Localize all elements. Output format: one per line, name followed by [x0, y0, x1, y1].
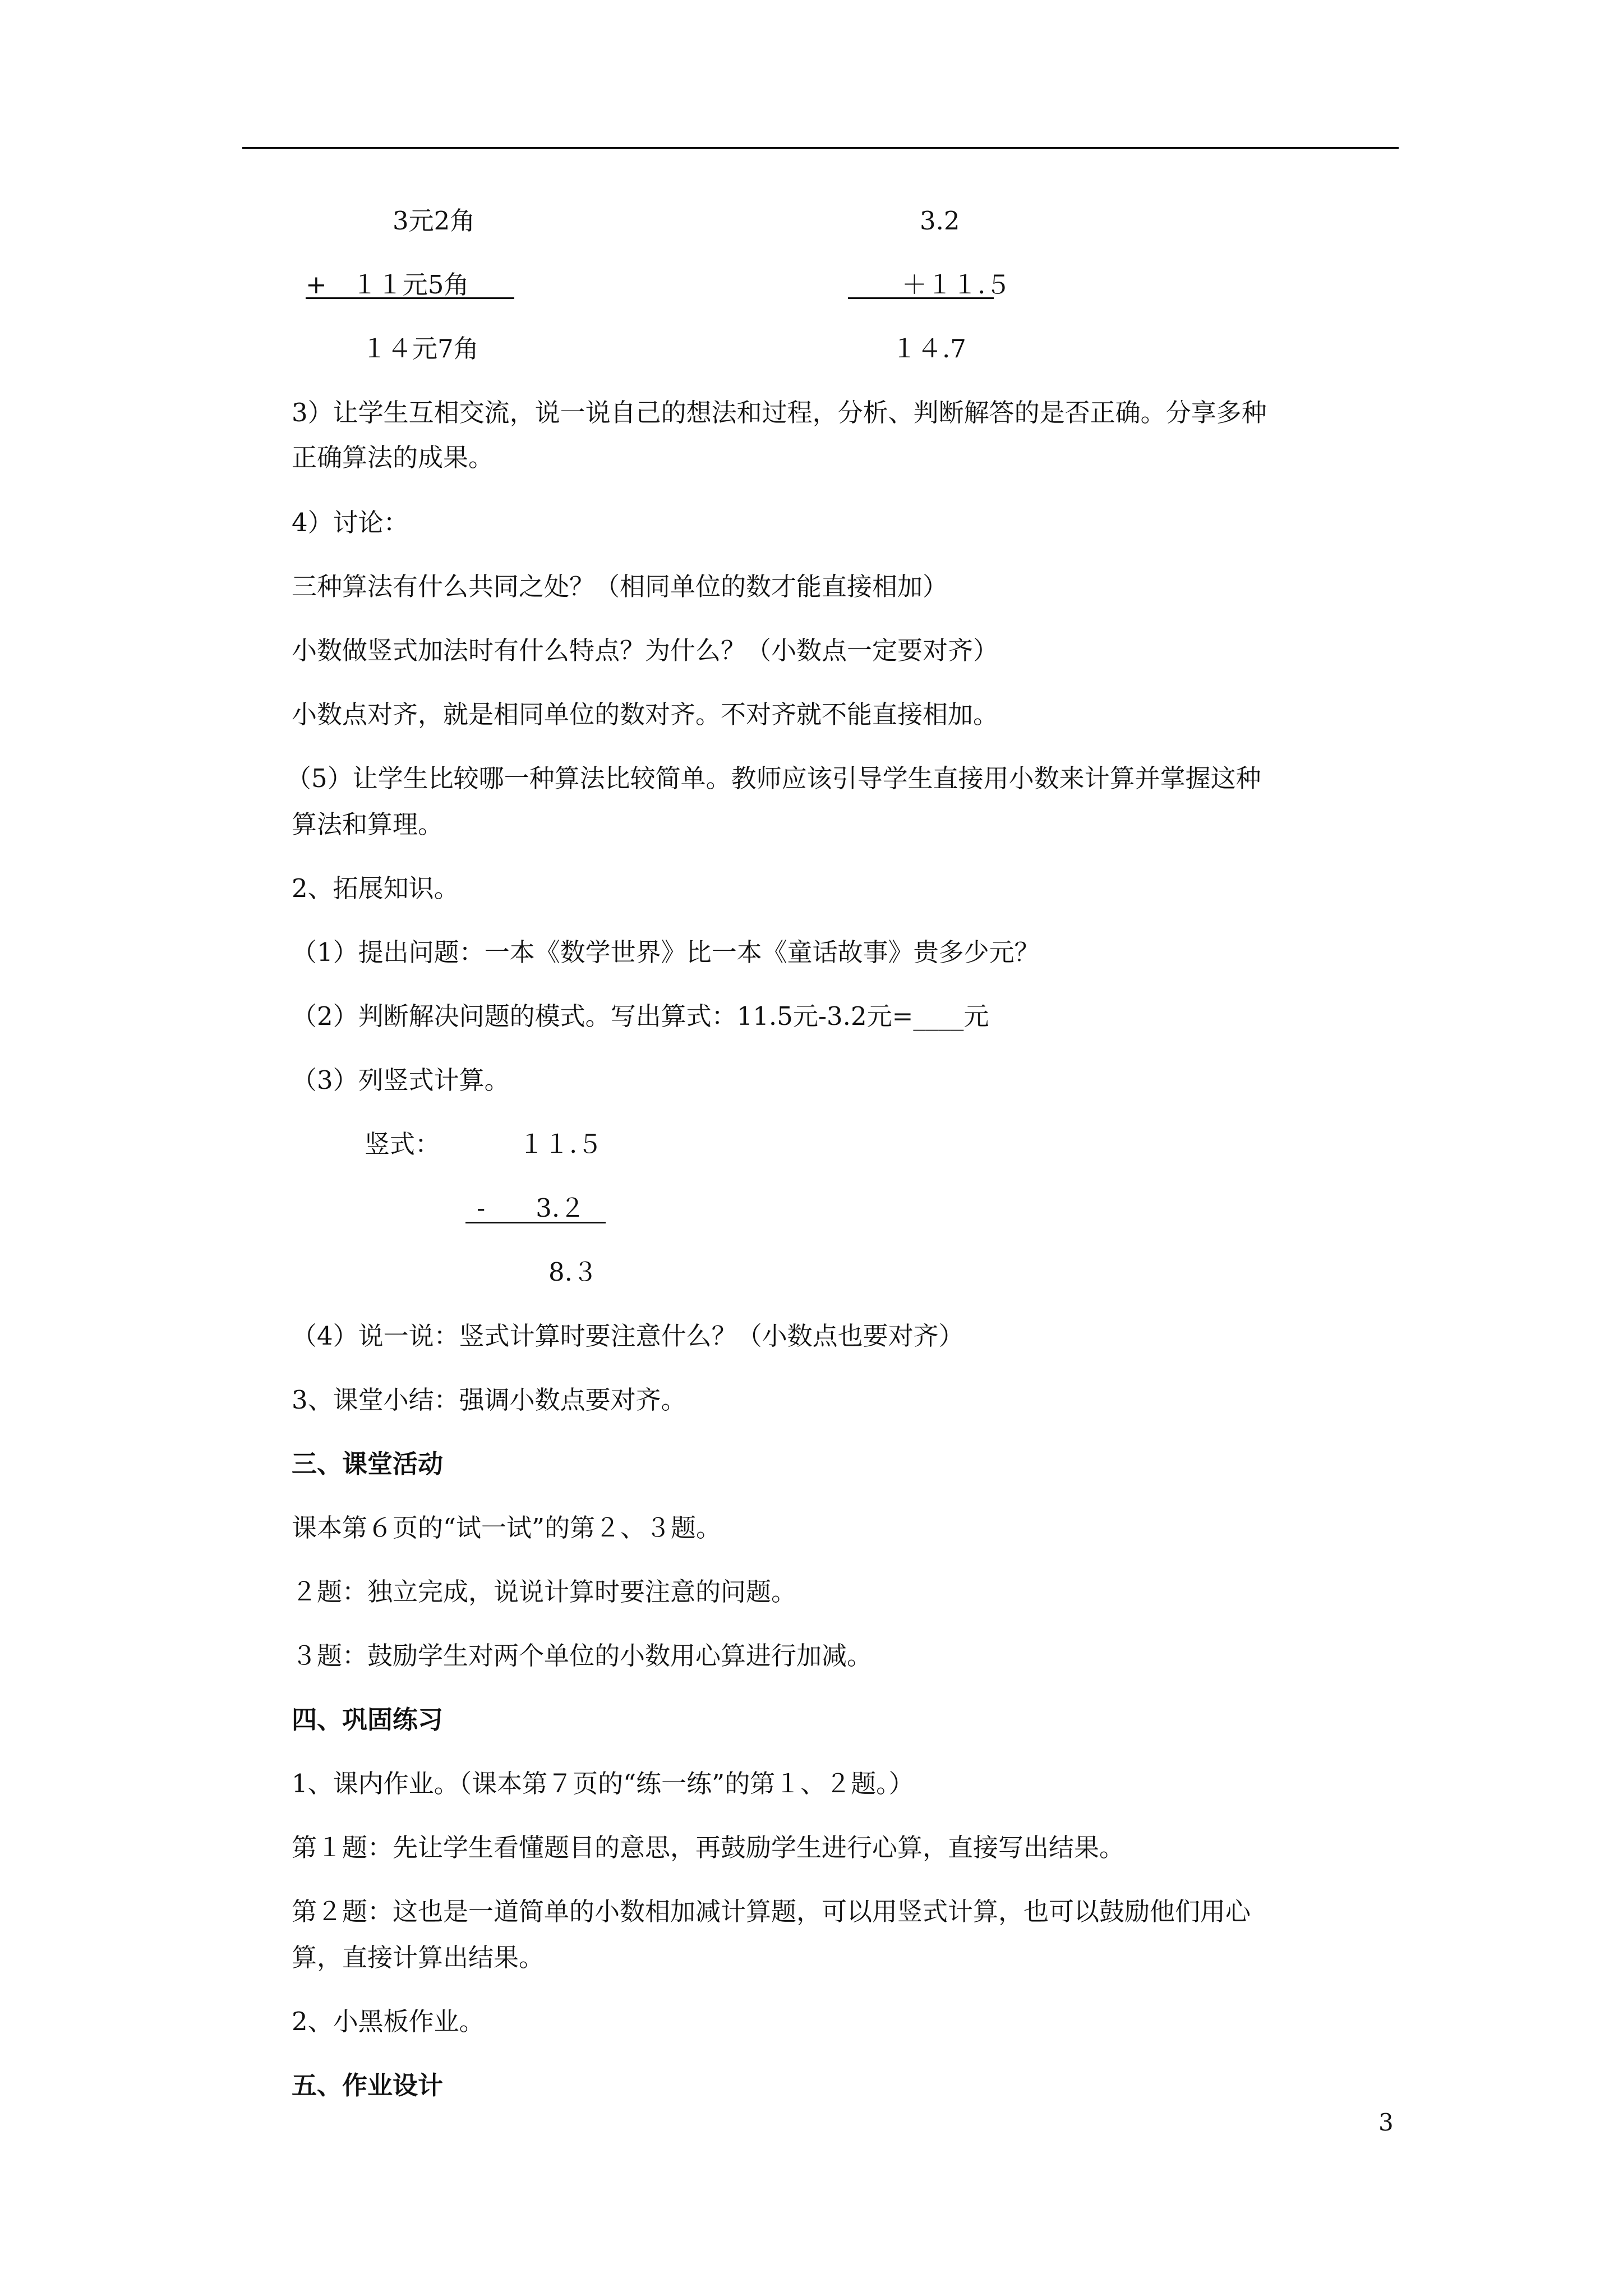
- practice-line-4: 2、小黑板作业。: [292, 2007, 485, 2036]
- section-2-item-2: [292, 1000, 989, 1033]
- addition-yuan-top: 3元2角: [393, 206, 476, 236]
- practice-line-2: 第１题：先让学生看懂题目的意思，再鼓励学生进行心算，直接写出结果。: [292, 1833, 1125, 1862]
- discussion-question-2: 小数做竖式加法时有什么特点？为什么？（小数点一定要对齐）: [292, 636, 999, 665]
- addition-yuan-underline: [306, 297, 514, 299]
- vertical-underline: [465, 1222, 606, 1223]
- heading-class-activity: 三、课堂活动: [292, 1449, 444, 1479]
- step5-line1: （5）让学生比较哪一种算法比较简单。教师应该引导学生直接用小数来计算并掌握这种: [286, 763, 1261, 793]
- addition-yuan-middle: + １１元5角: [306, 270, 469, 300]
- vertical-label: 竖式：: [365, 1129, 441, 1159]
- discussion-conclusion: 小数点对齐，就是相同单位的数对齐。不对齐就不能直接相加。: [292, 700, 999, 729]
- section-2-item-3: （3）列竖式计算。: [292, 1065, 510, 1095]
- practice-line-3a: 第２题：这也是一道简单的小数相加减计算题，可以用竖式计算，也可以鼓励他们用心: [292, 1897, 1251, 1926]
- section-2-item-1: （1）提出问题：一本《数学世界》比一本《童话故事》贵多少元？: [292, 937, 1040, 967]
- activity-line-2: ２题：独立完成，说说计算时要注意的问题。: [292, 1577, 797, 1607]
- step3-line2: 正确算法的成果。: [292, 443, 494, 472]
- vertical-minuend-line: - 3.２: [477, 1193, 585, 1223]
- addition-decimal-sum: １４.7: [892, 334, 966, 364]
- addition-decimal-top: 3.2: [920, 206, 960, 236]
- activity-line-3: ３题：鼓励学生对两个单位的小数用心算进行加减。: [292, 1641, 873, 1671]
- step3-line1: 3）让学生互相交流，说一说自己的想法和过程，分析、判断解答的是否正确。分享多种: [292, 398, 1267, 427]
- step4-discussion: 4）讨论：: [292, 508, 409, 537]
- step5-line2: 算法和算理。: [292, 809, 444, 839]
- vertical-top-number: １１.５: [519, 1129, 603, 1159]
- activity-line-1: 课本第６页的“试一试”的第２、３题。: [292, 1513, 722, 1543]
- addition-decimal-underline: [848, 297, 994, 299]
- heading-practice: 四、巩固练习: [292, 1705, 444, 1734]
- section-2-item-4: （4）说一说：竖式计算时要注意什么？（小数点也要对齐）: [292, 1321, 964, 1351]
- answer-unit: 元: [963, 1001, 989, 1031]
- vertical-result: 8.３: [548, 1257, 598, 1287]
- practice-line-3b: 算，直接计算出结果。: [292, 1943, 545, 1972]
- page-number: 3: [1378, 2109, 1394, 2136]
- section-3-summary: 3、课堂小结：强调小数点要对齐。: [292, 1385, 686, 1415]
- header-rule: [242, 147, 1399, 149]
- answer-blank: ____: [913, 1001, 964, 1031]
- practice-line-1: 1、课内作业。（课本第７页的“练一练”的第１、２题。）: [292, 1769, 914, 1798]
- addition-decimal-middle: ＋１１.５: [902, 270, 1011, 300]
- heading-homework-design: 五、作业设计: [292, 2070, 444, 2100]
- addition-yuan-sum: １４元7角: [362, 334, 479, 364]
- section-2-heading: 2、拓展知识。: [292, 873, 459, 903]
- formula-text: （2）判断解决问题的模式。写出算式：11.5元-3.2元=: [292, 1001, 914, 1031]
- discussion-question-1: 三种算法有什么共同之处？（相同单位的数才能直接相加）: [292, 572, 948, 601]
